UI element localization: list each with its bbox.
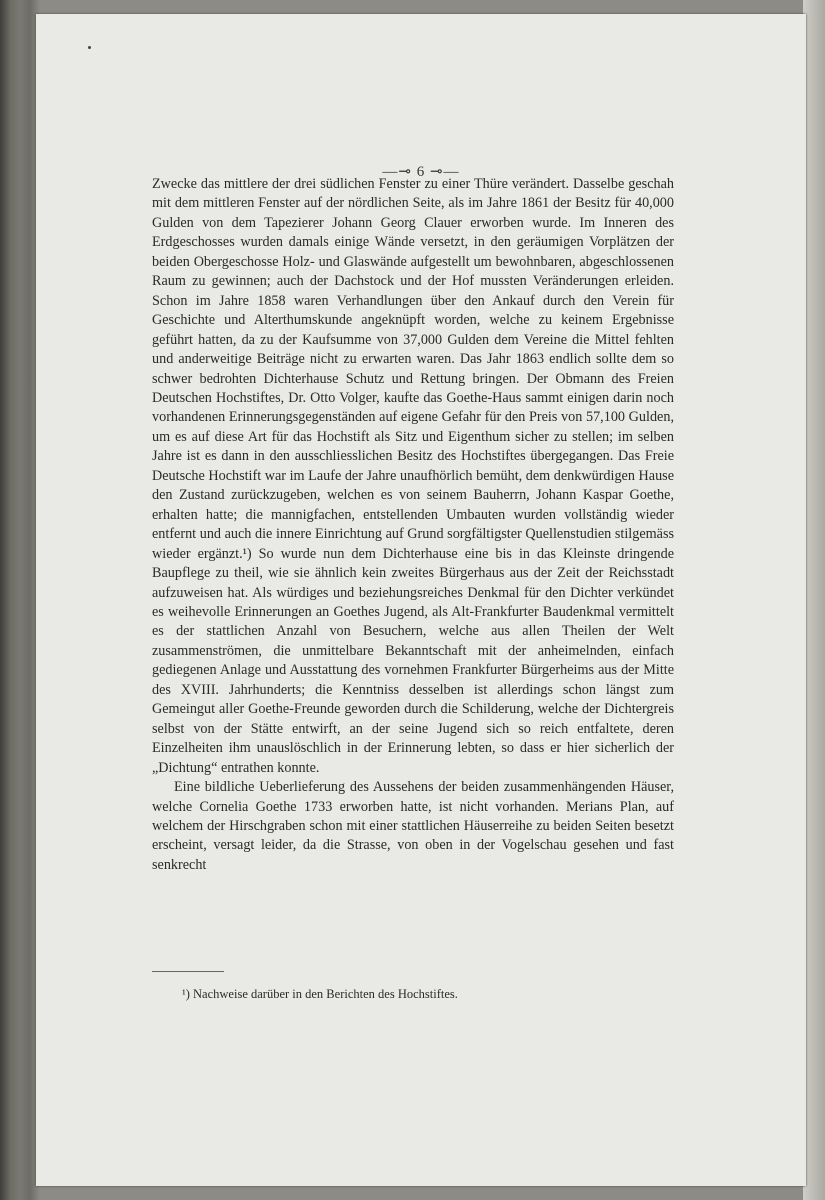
footnote: ¹) Nachweise darüber in den Berichten des Hochstiftes. bbox=[182, 987, 458, 1001]
book-edge bbox=[803, 0, 825, 1200]
body-text bbox=[152, 175, 674, 875]
paragraph-1: Zwecke das mittlere der drei südlichen Fenster zu einer Thüre verändert. Dasselbe geschah mit dem mittleren Fenster auf der nördlichen Seite, als im Jahre 1861 der Besitz für 40,000 Gulden von dem Tapezierer Johann Georg Clauer erworben wurde. Im Inneren des Erdgeschosses wurden damals einige Wände versetzt, in den geräumigen Vorplätzen der beiden Obergeschosse Holz- und Glaswände aufgestellt um bewohnbaren, abgeschlossenen Raum zu gewinnen; auch der Dachstock und der Hof mussten Veränderungen erleiden. Schon im Jahre 1858 waren Verhandlungen über den Ankauf durch den Verein für Geschichte und Alterthumskunde angeknüpft worden, welche zu keinem Ergebnisse geführt hatten, da zu der Kaufsumme von 37,000 Gulden dem Vereine die Mittel fehlten und anderweitige Beiträge nicht zu erwarten waren. Das Jahr 1863 endlich sollte dem so schwer bedrohten Dichterhause Schutz und Rettung bringen. Der Obmann des Freien Deutschen Hochstiftes, Dr. Otto Volger, kaufte das Goethe-Haus sammt einigen darin noch vorhandenen Erinnerungsgegenständen auf eigene Gefahr für den Preis von 57,100 Gulden, um es auf diese Art für das Hochstift als Sitz und Eigenthum sicher zu stellen; im selben Jahre ist es dann in den ausschliesslichen Besitz des Hochstiftes übergegangen. Das Freie Deutsche Hochstift war im Laufe der Jahre unaufhörlich bemüht, dem denkwürdigen Hause den Zustand zurückzugeben, welchen es von seinem Bauherrn, Johann Kaspar Goethe, erhalten hatte; die mannigfachen, entstellenden Umbauten wurden vollständig wieder entfernt und auch die innere Einrichtung auf Grund sorgfältigster Quellenstudien stilgemäss wieder ergänzt.¹) So wurde nun dem Dichterhause eine bis in das Kleinste dringende Baupflege zu theil, wie sie ähnlich kein zweites Bürgerhaus aus der Zeit der Reichsstadt aufzuweisen hat. Als würdiges und beziehungsreiches Denkmal für den Dichter verkündet es weihevolle Erinnerungen an Goethes Jugend, als Alt-Frankfurter Baudenkmal vermittelt es der stattlichen Anzahl von Besuchern, welche aus allen Theilen der Welt zusammenströmen, die unmittelbare Bekanntschaft mit der anheimelnden, einfach gediegenen Anlage und Ausstattung des vornehmen Frankfurter Bürgerheims aus der Mitte des XVIII. Jahrhunderts; die Kenntniss desselben ist allerdings schon längst zum Gemeingut aller Goethe-Freunde geworden durch die Schilderung, welche der Dichtergreis selbst von der Stätte entwirft, an der seine Jugend sich so reich entfaltete, deren Einzelheiten ihm unauslöschlich in der Erinnerung lebten, so dass er hier sicherlich der „Dichtung“ entrathen konnte. bbox=[152, 176, 674, 776]
ink-speck bbox=[88, 46, 91, 49]
paragraph-2: Eine bildliche Ueberlieferung des Aussehens der beiden zusammenhängenden Häuser, welche Cornelia Goethe 1733 erworben hatte, ist nicht vorhanden. Merians Plan, auf welchem der Hirschgraben schon mit einer stattlichen Häuserreihe zu beiden Seiten besetzt erscheint, versagt leider, da die Strasse, von oben in der Vogelschau gesehen und fast senkrecht bbox=[152, 779, 674, 873]
page-number: —⊸ 6 ⊸— bbox=[382, 164, 460, 180]
footnote-divider bbox=[152, 971, 224, 972]
